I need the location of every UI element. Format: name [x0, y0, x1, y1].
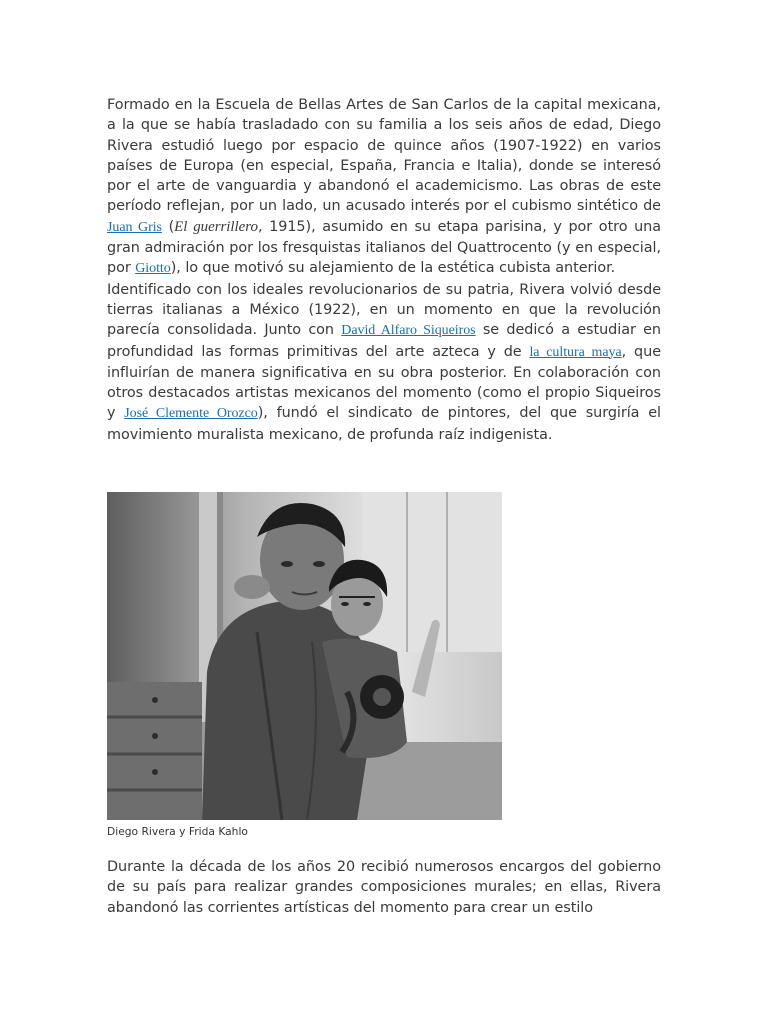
link-siqueiros[interactable]: David Alfaro Siqueiros	[341, 323, 476, 339]
paragraph-2	[107, 280, 661, 445]
photo-rivera-kahlo	[107, 492, 502, 820]
body-text-top	[107, 95, 661, 445]
paragraph-3: Durante la década de los años 20 recibió numerosos encargos del gobierno de su país para realizar grandes composiciones murales; en ellas, Rivera abandonó las corrientes artísticas del momento para crear un estilo	[107, 859, 661, 916]
work-title: El guerrillero	[174, 218, 258, 235]
link-orozco[interactable]: José Clemente Orozco	[124, 406, 258, 422]
paragraph-2-text-a: Identificado con los ideales revolucionarios de su patria, Rivera volvió desde tierras italianas a México (1922), en un momento en que la revolución parecía consolidada. Junto con	[107, 281, 661, 339]
link-cultura-maya[interactable]: la cultura maya	[529, 344, 622, 360]
paragraph-1-text-a: Formado en la Escuela de Bellas Artes de San Carlos de la capital mexicana, a la que se había trasladado con su familia a los seis años de edad, Diego Rivera estudió luego por espacio de quince años (1907-1922) en varios países de Europa (en especial, España, Francia e Italia), donde se interesó por el arte de vanguardia y abandonó el academicismo. Las obras de este período reflejan, por un lado, un acusado interés por el cubismo sintético de	[107, 97, 661, 215]
body-text-bottom	[107, 857, 661, 918]
paragraph-2-text-b: se dedicó a estudiar en profundidad las formas primitivas del arte azteca y de	[107, 322, 661, 360]
paragraph-2-text-d: ), fundó el sindicato de pintores, del que surgiría el movimiento muralista mexicano, de profunda raíz indigenista.	[107, 405, 661, 443]
paragraph-2-text-c: , que influirían de manera significativa en su obra posterior. En colaboración con otros destacados artistas mexicanos del momento (como el propio Siqueiros y	[107, 343, 662, 422]
photo-caption: Diego Rivera y Frida Kahlo	[107, 825, 248, 838]
paragraph-1-text-d: ), lo que motivó su alejamiento de la estética cubista anterior.	[170, 260, 616, 277]
paragraph-1-text-c: , 1915), asumido en su etapa parisina, y por otro una gran admiración por los fresquistas italianos del Quattrocento (y en especial, por	[107, 218, 662, 277]
link-juan-gris[interactable]: Juan Gris	[107, 219, 162, 235]
link-giotto[interactable]: Giotto	[135, 261, 171, 277]
paragraph-1-text-b: (	[161, 218, 175, 235]
paragraph-1	[107, 95, 661, 280]
